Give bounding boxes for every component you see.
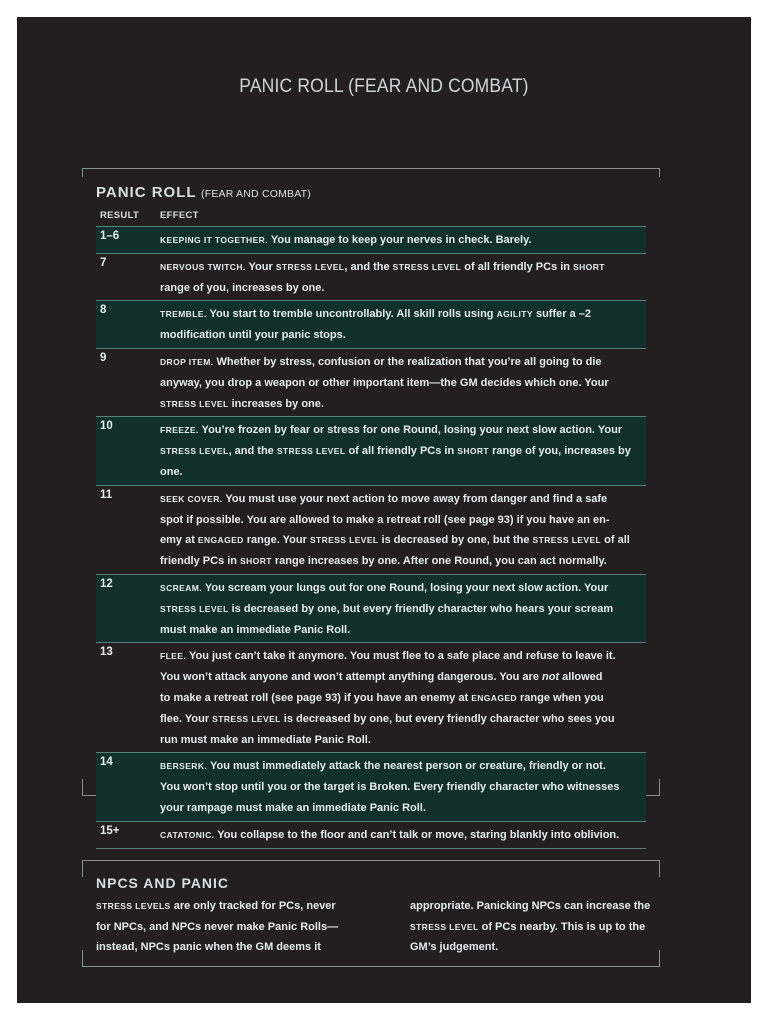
header-result: RESULT [100,210,140,221]
table-row [96,574,646,642]
table-title [96,184,311,202]
row-result: 1–6 [100,230,120,242]
row-effect: SCREAM. You scream your lungs out for one Round, losing your next slow action. Your STRESS LEVEL is decreased by one, but every friendly character who hears your scream must make an immediate Panic Roll. [160,581,614,636]
row-effect: CATATONIC. You collapse to the floor and can’t talk or move, staring blankly into oblivion. [160,828,620,841]
table-row [96,821,646,849]
row-effect: FLEE. You just can’t take it anymore. You must flee to a safe place and refuse to leave it. You won’t attack anyone and won’t attempt anything dangerous. You are not allowed to make a retreat roll (see page 93) if you have an enemy at ENGAGED range when you flee. Your STRESS LEVEL is decreased by one, but every friendly character who sees you run must make an immediate Panic Roll. [160,650,616,746]
row-effect: FREEZE. You’re frozen by fear or stress for one Round, losing your next slow action. Your STRESS LEVEL, and the STRESS LEVEL of all friendly PCs in SHORT range of you, increases by one. [160,424,631,478]
row-result: 8 [100,304,107,317]
row-result: 14 [100,756,113,769]
row-effect: DROP ITEM. Whether by stress, confusion or the realization that you’re all going to die anyway, you drop a weapon or other important item—the GM decides which one. Your STRESS LEVEL increases by one. [160,355,609,410]
row-result: 9 [100,351,107,364]
table-row [96,300,646,348]
table-row [96,752,646,820]
table-row [96,642,646,752]
table-title-sub: (FEAR AND COMBAT) [201,188,311,200]
header-effect: EFFECT [160,210,199,221]
row-result: 10 [100,420,113,433]
table-row [96,253,646,301]
row-result: 13 [100,646,113,659]
npc-text-right: appropriate. Panicking NPCs can increase the STRESS LEVEL of PCs nearby. This is up to the GM’s judgement. [410,900,651,953]
page-title: PANIC ROLL (FEAR AND COMBAT) [239,76,529,97]
row-effect: TREMBLE. You start to tremble uncontrollably. All skill rolls using AGILITY suffer a –2 modification until your panic stops. [160,308,591,342]
panic-table [96,226,646,849]
row-effect: SEEK COVER. You must use your next action to move away from danger and find a safe spot if possible. You are allowed to make a retreat roll (see page 93) if you have an en- emy at ENGAGED range. Your STRESS LEVEL is decreased by one, but the STRESS LEVEL of all friendly PCs in SHORT range increases by one. After one Round, you can act normally. [160,492,630,568]
row-result: 7 [100,256,107,269]
table-frame-top [82,168,660,177]
npc-section-title: NPCS AND PANIC [96,875,230,891]
npc-text-left: STRESS LEVELS are only tracked for PCs, never for NPCs, and NPCs never make Panic Rolls— instead, NPCs panic when the GM deems it [96,900,339,953]
row-result: 15+ [100,824,120,837]
table-row [96,348,646,416]
row-result: 11 [100,488,113,501]
table-title-main: PANIC ROLL [96,184,197,201]
table-row [96,416,646,484]
table-row [96,226,646,253]
row-effect: KEEPING IT TOGETHER. You manage to keep your nerves in check. Barely. [160,234,532,246]
table-row [96,485,646,574]
row-result: 12 [100,577,113,590]
row-effect: NERVOUS TWITCH. Your STRESS LEVEL, and the STRESS LEVEL of all friendly PCs in SHORT range of you, increases by one. [160,260,605,294]
row-effect: BERSERK. You must immediately attack the nearest person or creature, friendly or not. You won’t stop until you or the target is Broken. Every friendly character who witnesses your rampage must make an immediate Panic Roll. [160,760,620,814]
